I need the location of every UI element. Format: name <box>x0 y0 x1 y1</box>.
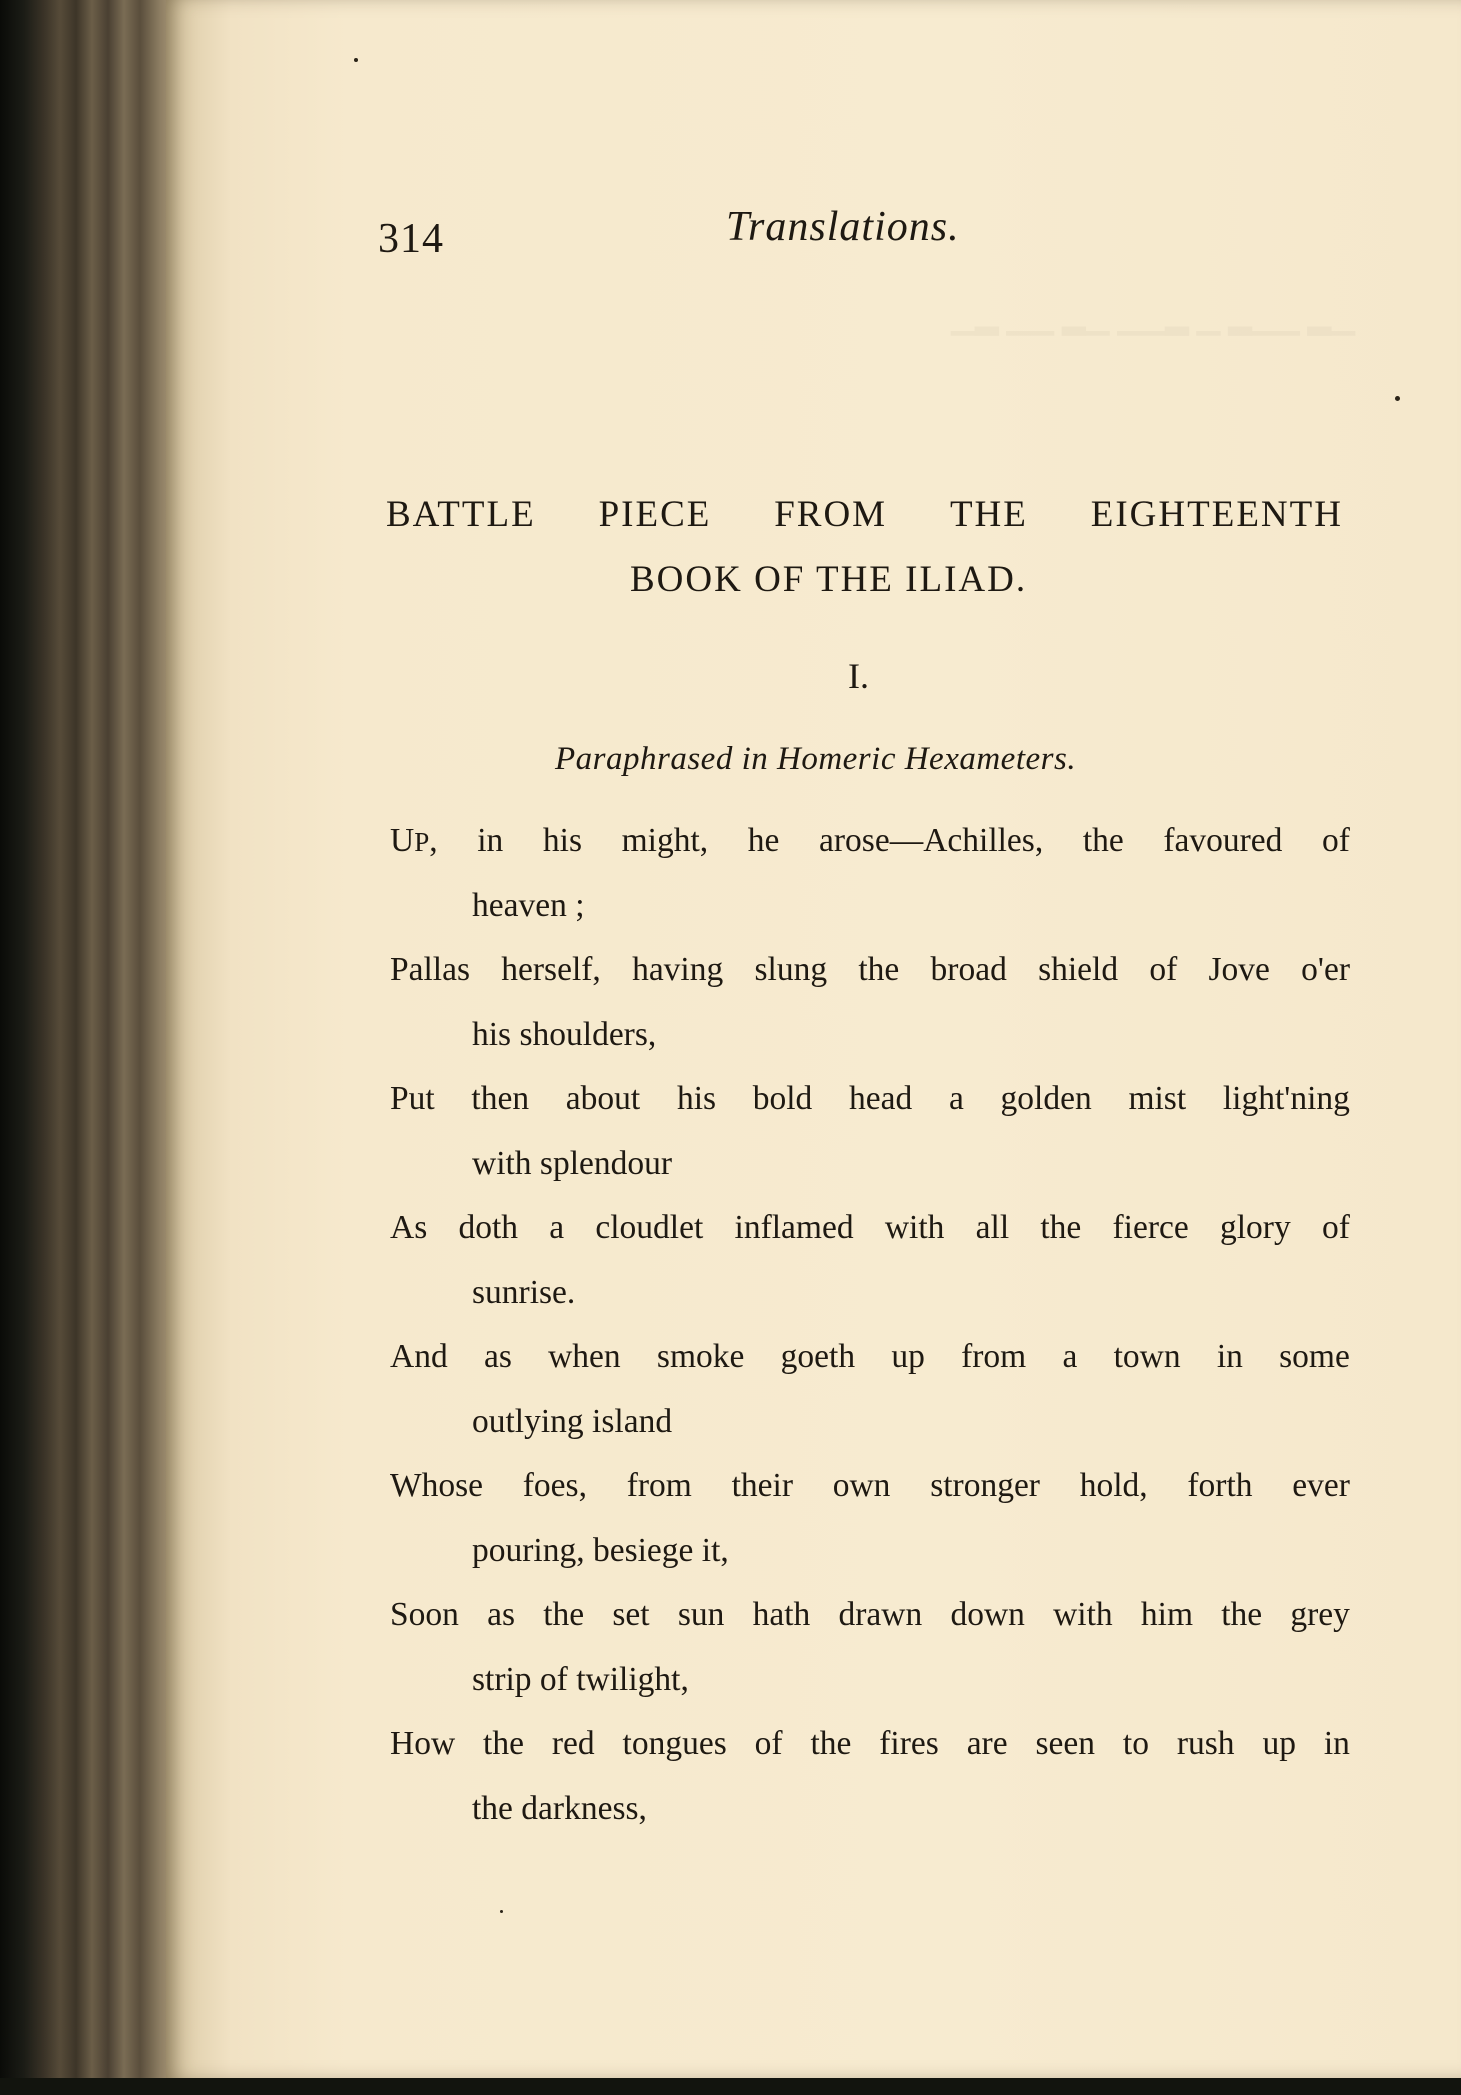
verse-word: grey <box>1290 1596 1350 1633</box>
verse-word: fires <box>879 1725 939 1762</box>
verse-word: from <box>626 1467 692 1504</box>
verse-word: tongues <box>622 1725 727 1762</box>
verse-word: their <box>731 1467 793 1504</box>
verse-word: forth <box>1187 1467 1253 1504</box>
verse-word: smoke <box>656 1338 745 1375</box>
title-word: BATTLE <box>386 494 536 535</box>
verse-word: fierce <box>1112 1209 1189 1246</box>
verse-word: foes, <box>522 1467 587 1504</box>
verse-word: down <box>950 1596 1025 1633</box>
verse-word: a <box>1062 1338 1078 1375</box>
running-title: Translations. <box>726 204 960 250</box>
verse-word: Pallas <box>390 951 471 988</box>
verse-word: of <box>1321 1209 1350 1246</box>
verse-word: of <box>1149 951 1178 988</box>
verse-line <box>390 1596 1350 1634</box>
verse-word: from <box>961 1338 1027 1375</box>
verse-word: hold, <box>1079 1467 1148 1504</box>
title-word: PIECE <box>598 494 712 535</box>
verse-word: the <box>1082 822 1124 859</box>
verse-word: the <box>483 1725 524 1762</box>
paper-speck <box>354 58 358 62</box>
verse-word: head <box>849 1080 913 1117</box>
verse-word: his <box>676 1080 717 1117</box>
verse-word: rush <box>1176 1725 1235 1762</box>
verse-word: drawn <box>838 1596 923 1633</box>
verse-word: the <box>858 951 900 988</box>
verse-word: o'er <box>1301 951 1350 988</box>
verse-word: cloudlet <box>595 1209 704 1246</box>
chapter-title-line-2: BOOK OF THE ILIAD. <box>630 559 1028 600</box>
verse-word: red <box>551 1725 595 1762</box>
verse-word: in <box>1323 1725 1350 1762</box>
verse-continuation: pouring, besiege it, <box>472 1532 729 1569</box>
verse-word: Whose <box>390 1467 484 1504</box>
subtitle: Paraphrased in Homeric Hexameters. <box>555 741 1077 777</box>
verse-line <box>390 1080 1350 1118</box>
verse-word: up <box>1262 1725 1296 1762</box>
verse-word: own <box>832 1467 891 1504</box>
verse-word: the <box>543 1596 585 1633</box>
verse-line <box>390 1467 1350 1505</box>
verse-line <box>390 822 1350 860</box>
verse-word: the <box>1040 1209 1082 1246</box>
section-number: I. <box>848 656 869 696</box>
verse-word: Soon <box>390 1596 459 1633</box>
book-bottom-edge <box>0 2078 1461 2095</box>
verse-word: might, <box>621 822 709 859</box>
verse-line <box>390 1338 1350 1376</box>
verse-line <box>390 951 1350 989</box>
verse-continuation: with splendour <box>472 1145 673 1182</box>
verse-continuation: outlying island <box>472 1403 673 1440</box>
verse-word: of <box>1322 822 1350 859</box>
verse-continuation: sunrise. <box>472 1274 576 1311</box>
verse-word: seen <box>1035 1725 1096 1762</box>
verse-word: arose—Achilles, <box>819 822 1044 859</box>
verse-word: bold <box>752 1080 813 1117</box>
verse-line <box>390 1725 1350 1763</box>
verse-continuation: the darkness, <box>472 1790 647 1827</box>
verse-line <box>390 1209 1350 1247</box>
verse-word: with <box>1053 1596 1113 1633</box>
verse-word: a <box>549 1209 565 1246</box>
show-through-text: ▁▂ ▁▁▂ ▁ ▂▁▁ ▁▂ ▁▁ ▂▁ <box>950 300 1355 335</box>
verse-word: his <box>542 822 582 859</box>
verse-word: goeth <box>780 1338 856 1375</box>
verse-word: broad <box>930 951 1007 988</box>
verse-word: the <box>1221 1596 1263 1633</box>
paper-speck <box>500 1910 503 1913</box>
verse-word: And <box>390 1338 448 1375</box>
verse-word: with <box>884 1209 945 1246</box>
verse-word: having <box>632 951 724 988</box>
verse-word: he <box>747 822 780 859</box>
verse-word: of <box>754 1725 783 1762</box>
verse-word: to <box>1122 1725 1149 1762</box>
verse-word: inflamed <box>734 1209 854 1246</box>
verse-word: sun <box>677 1596 725 1633</box>
verse-word: the <box>810 1725 852 1762</box>
verse-continuation: his shoulders, <box>472 1016 657 1053</box>
verse-word: about <box>565 1080 641 1117</box>
verse-word: in <box>1216 1338 1243 1375</box>
title-word: EIGHTEENTH <box>1090 494 1343 535</box>
verse-word: How <box>390 1725 456 1762</box>
verse-word: ever <box>1292 1467 1350 1504</box>
verse-word: shield <box>1038 951 1119 988</box>
verse-word: him <box>1140 1596 1194 1633</box>
paper-speck <box>1395 396 1400 401</box>
verse-word: Jove <box>1208 951 1270 988</box>
verse-word: in <box>477 822 504 859</box>
verse-word: then <box>471 1080 530 1117</box>
page-number: 314 <box>378 216 444 262</box>
verse-word: Put <box>390 1080 435 1117</box>
verse-continuation: strip of twilight, <box>472 1661 689 1698</box>
verse-word: glory <box>1220 1209 1291 1246</box>
verse-word: UP, <box>390 822 438 859</box>
verse-word: As <box>390 1209 428 1246</box>
verse-word: when <box>548 1338 621 1375</box>
verse-word: as <box>487 1596 516 1633</box>
verse-word: town <box>1113 1338 1181 1375</box>
verse-word: herself, <box>501 951 601 988</box>
verse-word: hath <box>752 1596 811 1633</box>
verse-word: slung <box>754 951 828 988</box>
verse-word: doth <box>458 1209 519 1246</box>
verse-word: all <box>975 1209 1010 1246</box>
verse-word: up <box>891 1338 925 1375</box>
title-word: THE <box>949 494 1028 535</box>
verse-word: a <box>948 1080 964 1117</box>
title-word: FROM <box>774 494 888 535</box>
verse-word: light'ning <box>1222 1080 1350 1117</box>
verse-word: are <box>966 1725 1008 1762</box>
verse-word: mist <box>1128 1080 1187 1117</box>
verse-word: some <box>1279 1338 1350 1375</box>
verse-word: stronger <box>930 1467 1040 1504</box>
verse-continuation: heaven ; <box>472 887 585 924</box>
verse-word: favoured <box>1163 822 1283 859</box>
verse-word: set <box>612 1596 650 1633</box>
verse-word: as <box>483 1338 512 1375</box>
verse-word: golden <box>1000 1080 1092 1117</box>
chapter-title-line-1 <box>386 493 1343 536</box>
